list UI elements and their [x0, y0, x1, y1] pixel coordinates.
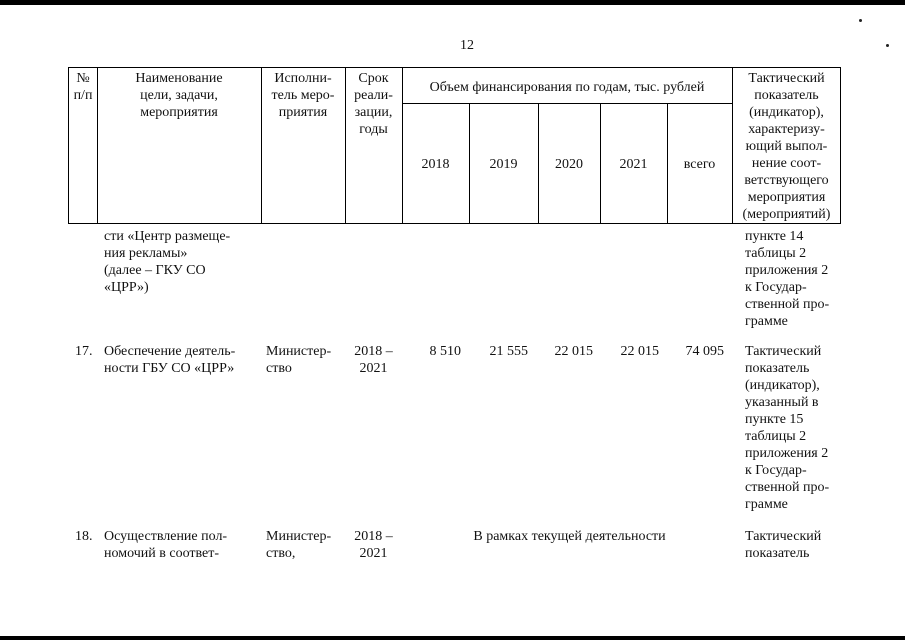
bottom-border — [0, 636, 905, 640]
row18-executor: Министер- ство, — [266, 529, 332, 561]
row17-value-2018: 8 510 — [429, 344, 461, 359]
row17-executor: Министер- ство — [266, 344, 332, 376]
header-num: № п/п — [73, 71, 93, 103]
header-year-2020: 2020 — [555, 157, 583, 172]
row17-value-total: 74 095 — [685, 344, 724, 359]
row18-name: Осуществление пол- номочий в соответ- — [104, 529, 228, 561]
cont-row-indicator: пункте 14 таблицы 2 приложения 2 к Государ- ственной про- грамме — [745, 229, 830, 329]
top-border — [0, 0, 905, 5]
header-term: Срок реали- зации, годы — [354, 71, 393, 137]
page-number: 12 — [460, 38, 474, 53]
row17-indicator: Тактический показатель (индикатор), указанный в пункте 15 таблицы 2 приложения 2 к Государ- ственной про- грамме — [745, 344, 830, 512]
row17-value-2021: 22 015 — [620, 344, 659, 359]
header-indicator: Тактический показатель (индикатор), характеризу- ющий выпол- нение соот- ветствующего мероприятия (мероприятий) — [742, 71, 831, 222]
scan-speck — [859, 19, 862, 22]
row17-term: 2018 – 2021 — [354, 344, 393, 376]
header-year-2019: 2019 — [489, 157, 518, 172]
row17-name: Обеспечение деятель- ности ГБУ СО «ЦРР» — [104, 344, 236, 376]
header-funding: Объем финансирования по годам, тыс. рублей — [429, 80, 705, 95]
header-executor: Исполни- тель меро- приятия — [271, 71, 335, 120]
header-total: всего — [683, 157, 716, 172]
row18-term: 2018 – 2021 — [354, 529, 393, 561]
row17-value-2020: 22 015 — [554, 344, 593, 359]
row18-funding-text: В рамках текущей деятельности — [473, 529, 666, 544]
row17-value-2019: 21 555 — [489, 344, 528, 359]
scan-speck — [886, 44, 889, 47]
header-year-2018: 2018 — [421, 157, 450, 172]
header-year-2021: 2021 — [619, 157, 648, 172]
header-name: Наименование цели, задачи, мероприятия — [135, 71, 223, 120]
cont-row-name: сти «Центр размеще- ния рекламы» (далее – ГКУ СО «ЦРР») — [104, 229, 231, 295]
row18-num: 18. — [75, 529, 93, 544]
row18-indicator: Тактический показатель — [745, 529, 822, 561]
row17-num: 17. — [75, 344, 93, 359]
